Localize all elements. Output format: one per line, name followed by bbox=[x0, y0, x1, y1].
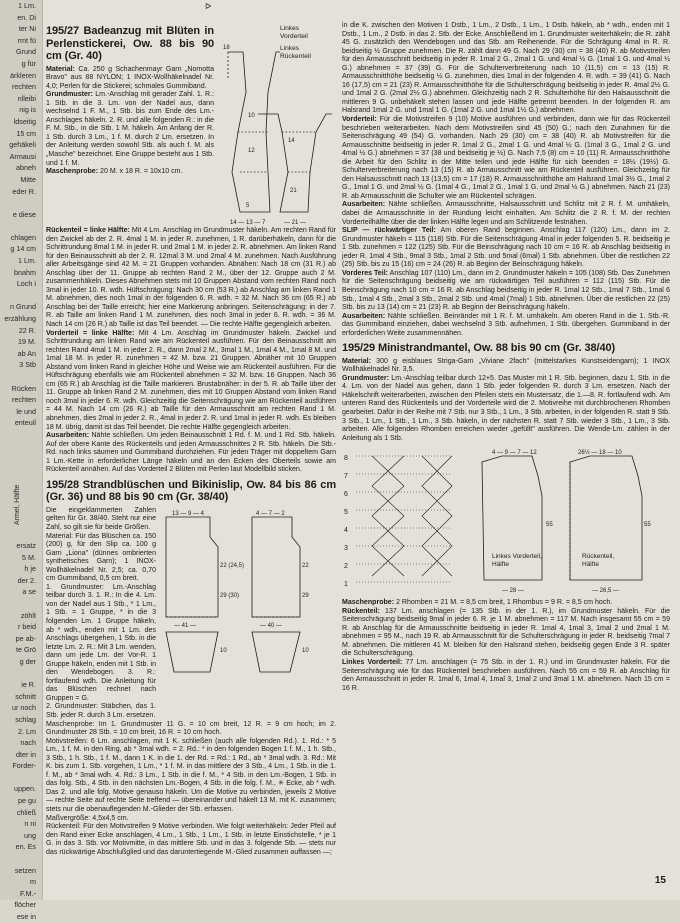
gutter-top-line: 1 Lm. bbox=[18, 256, 36, 266]
gutter-bottom-line: pe ab- bbox=[15, 633, 36, 643]
svg-text:10: 10 bbox=[220, 647, 227, 654]
gutter-top-line: Loch i bbox=[16, 279, 36, 289]
chart-row-number: 7 bbox=[344, 473, 348, 481]
gutter-top-line: 19 M. bbox=[18, 337, 36, 347]
gutter-top-line: ldseitig bbox=[13, 116, 36, 126]
adjacent-page-strip bbox=[0, 0, 43, 921]
gutter-bottom-line: nach bbox=[20, 738, 36, 748]
gutter-bottom-line: chließ bbox=[16, 807, 36, 817]
slip-back-outline bbox=[166, 632, 218, 672]
right-column bbox=[342, 22, 670, 693]
gutter-top-line: 22 R. bbox=[18, 325, 36, 335]
gutter-bottom-line: uppen. bbox=[14, 784, 36, 794]
svg-text:— 21 —: — 21 — bbox=[284, 220, 307, 226]
article-a-paragraph: Ausarbeiten: Nähte schließen. Um jeden Beinausschnitt 1 Rd. f. M. und 1 Rd. Stb. häkeln. Auf der obere Kante des Rückenteils und jeden Armausschnittes 2 R. Stb. häkeln. Die Stb.-Rd. nach links säumen und Gummiband durchziehen. Für jeden Träger mit doppeltem Garn 1 Lm.-Kette in erforderlicher Länge häkeln und an den Ecken des Oberteils sowie am Rückenteil annähen. Auf das Vorderteil 2 Blüten mit Perlen laut Modellbild sticken. bbox=[46, 432, 336, 474]
chart-row-number: 3 bbox=[344, 545, 348, 553]
gutter-bottom-line bbox=[12, 668, 39, 680]
gutter-bottom-line: der 2. bbox=[17, 575, 36, 585]
svg-text:13 — 9 — 4: 13 — 9 — 4 bbox=[172, 510, 205, 517]
coat-back-outline bbox=[570, 456, 642, 580]
adjacent-page-text-bottom bbox=[12, 540, 42, 923]
coat-diagrams bbox=[342, 446, 670, 596]
gutter-top-line: gehäkeli bbox=[9, 140, 36, 150]
gutter-top-line: 3 Stb bbox=[19, 360, 36, 370]
chart-row-number: 8 bbox=[344, 455, 348, 463]
gutter-top-line: chlagen bbox=[10, 232, 36, 242]
gutter-bottom-line: a se bbox=[22, 587, 36, 597]
gutter-bottom-line: schlag bbox=[15, 714, 36, 724]
swimsuit-pattern-svg bbox=[218, 22, 336, 227]
gutter-bottom-line: ese in bbox=[16, 912, 36, 921]
article-b-paragraph: 1. Grundmuster: Lm.-Anschlag teilbar durch 3. 1. R.: In die 4. Lm. von der Nadel aus 1 Stb., * 1 Lm., 1 Stb. = 1 Gruppe, * in die 3 folgenden Lm. 1 Gruppe häkeln, ab * wdh., enden mit 1 Lm. des Anschlags übergehen, 1 Stb. in die letzte Lm. 2. R.: Mit 3 Lm. wenden, dann um jede Lm. der Vor-R. 1 Gruppe häkeln, enden mit 1 Stb. in den Wendebogen. 3. R.: fortlaufend wdh. Die Anleitung für das Blüschen rechnet nach Gruppen = G. bbox=[46, 583, 156, 702]
gutter-top-line: ärkleren bbox=[10, 70, 36, 80]
svg-text:21: 21 bbox=[290, 188, 297, 194]
svg-text:22: 22 bbox=[302, 562, 309, 569]
vorderes-teil-paragraph: Vorderes Teil: Anschlag 107 (110) Lm., dann im 2. Grundmuster häkeln = 105 (108) Stb. Das Zunehmen für die Seitenschrägung beidseitig wie am rückwärtigen Teil ausführen = 112 (115) Stb. Für die Beinschrägung nach 10 cm = 16 R. ab Anschlag beidseitig in jeder R. 1mal 12 Stb., 1mal 7 Stb., 1mal 6 Stb., 1mal 4 Stb., 2mal 3 Stb., 2mal 2 Stb. und 4mal (7mal) 1 Stb. abnehmen. Über die restlichen 22 (25) Stb. bis zu 13 (14) cm = 21 (23) R. ab Beginn der Beinschrägung häkeln. bbox=[342, 269, 670, 312]
svg-text:29: 29 bbox=[302, 592, 309, 599]
diagram-label: Linkes Vorderteil, bbox=[492, 553, 542, 561]
article-b-paragraph: Maschenprobe: Im 1. Grundmuster 11 G. = 10 cm breit, 12 R. = 9 cm hoch; im 2. Grundmuster 28 Stb. = 10 cm breit, 16 R. = 10 cm hoch. bbox=[46, 720, 336, 737]
svg-text:— 41 —: — 41 — bbox=[174, 622, 197, 629]
svg-text:26½ — 18 — 10: 26½ — 18 — 10 bbox=[578, 450, 622, 457]
left-column bbox=[46, 22, 336, 857]
gutter-top-line: n Grund bbox=[10, 302, 36, 312]
blouse-back-outline bbox=[166, 517, 218, 617]
ausarbeiten-paragraph-2: Ausarbeiten: Nähte schließen. Beinränder mit 1 R. f. M. umhäkeln. Am oberen Rand in die 1. Stb.-R. das Gummiband einziehen, dabei wechselnd 3 Stb. aufnehmen, 1 Stb. übergehen. Gummiband in der erforderlichen Weite zusammennähen. bbox=[342, 312, 670, 337]
diagram-label: Linkes bbox=[280, 25, 300, 32]
article-a-paragraph: Maschenprobe: 20 M. x 18 R. = 10x10 cm. bbox=[46, 168, 183, 176]
chart-row-number: 5 bbox=[344, 509, 348, 517]
gutter-top-line: eder R. bbox=[12, 186, 36, 196]
chart-row-number: 4 bbox=[344, 527, 348, 535]
gutter-bottom-line: pe gu bbox=[18, 796, 36, 806]
top-mark: ᐅ bbox=[205, 2, 212, 11]
gutter-bottom-line bbox=[12, 853, 39, 865]
article-b-section bbox=[46, 507, 336, 721]
svg-text:5: 5 bbox=[246, 203, 250, 209]
gutter-bottom-line: setzen bbox=[14, 865, 36, 875]
article-b-paragraph: Die eingeklammerten Zahlen gelten für Gr. 38/40. Steht nur eine Zahl, so gilt sie für beide Größen. bbox=[46, 506, 156, 531]
swimsuit-pattern-diagram bbox=[218, 22, 336, 227]
article-a-paragraph: Vorderteil = linke Hälfte: Mit 4 Lm. Anschlag im Grundmuster häkeln. Zwickel und Schrittrundung am linken Rand wie am Rückenteil ausführen. Für den Beinausschnitt am rechten Rand 4mal 1 M. in jeder 2. R., dann 2mal 2 M., 3mal 1 M., 1mal 4 M., 1mal 8 M. und 1mal 18 M. in jeder R. zunehmen = 42 M. bzw. 21 Gruppen. Abnäher mit 10 Gruppen Abstand vom linken Rand in gleicher Höhe und Weise wie am Rückenteil ausführen. Für die Hüftschrägung ebenfalls wie am Rückenteil abnehmen = 32 M. bzw. 16 Gruppen. Nach 36 cm (65 R.) ab Anschlag ist die Taille markieren. Brustabnäher: in der 5. R. ab Taille über der 11. Gruppe ab linken Rand 2 M. zunehmen, dies mit 10 Gruppen Abstand vom linken Rand noch 3mal in jeder 6. R. wdh. Gleichzeitig die Seitenschrägung wie am Rückenteil ausführen = 44 M. Nach 14 cm (26 R.) ab Taille für den Armausschnitt am rechten Rand 1 M. abnehmen, dies 2mal in jeder 2. R., 4mal in jeder 2. R. und 1mal in jeder R. wdh. Es bleiben 18 M. übrig, damit ist das Teil beendet. Die rechte Hälfte gegengleich arbeiten. bbox=[46, 329, 336, 431]
gutter-bottom-line: F.M.- bbox=[20, 888, 36, 898]
coat-front-outline bbox=[482, 456, 542, 580]
svg-text:4 — 9 — 7 — 12: 4 — 9 — 7 — 12 bbox=[492, 450, 537, 457]
gutter-top-line: rechten bbox=[12, 82, 36, 92]
vorderteil-paragraph: Vorderteil: Für die Motivstreifen 9 (10) Motive ausführen und verbinden, dann wie für das Rückenteil beschrieben weiterarbeiten. Nach dem Motivstreifen sind 45 (50) G.; nach den Zunahmen für die Seitenschrägung 49 (54) G. vorhanden. Nach 29 (30) cm = 38 (40) R. ab Motivstreifen für die Armausschnitte beidseitig in jeder R. 1mal 2 G., 2mal 1 G. und 4mal ½ G. (1mal 3 G., 1mal 2 G. und 4mal ½ G.) abnehmen = 37 (38 und beidseitig je ½) G. Nach 7,5 (8) cm = 10 (11) R. Armausschnitthöhe die Arbeit für den Schlitz in der Mitte teilen und jede Hälfte für sich beenden = 18½ (19½) G. Schulterverbreiterung nach 13 (15) R. ab Armausschnitt wie am Rückenteil ausführen. Gleichzeitig für den Halsausschnitt nach 13 (13,5) cm = 17 (18) R. Armausschnitthöhe am Halsrand 1mal 3½ G., 1mal 2 G., 1mal 1 G. und 2mal ½ G. (1mal 4 G., 1mal 2 G., 1mal 1 G. und 2mal ½ G.) abnehmen. Nach 21 (23) R. ab Armausschnitt die Schulter wie am Rückenteil schrägen. bbox=[342, 116, 670, 200]
crochet-chart bbox=[356, 456, 452, 582]
gutter-bottom-line: te Grö bbox=[16, 645, 36, 655]
gutter-bottom-line bbox=[12, 772, 39, 784]
gutter-top-line bbox=[0, 220, 39, 232]
slip-paragraph: SLIP — rückwärtiger Teil: Am oberen Rand beginnen. Anschlag 117 (120) Lm., dann im 2. Grundmuster häkeln = 115 (118) Stb. Für die Seitenschrägung 4mal in jeder folgenden 5. R. beidseitig je 1 Stb. zunehmen = 122 (125) Stb. Für die Beinschrägung nach 10 cm = 16 R. ab Anschlag beidseitig in jeder R. 1mal 4 Stb., 9mal 3 Stb., 1mal 2 Stb. und 5mal (6mal) 1 Stb. abnehmen. Über die restlichen 22 (25) Stb. bis zu 15 (16) cm = 24 (26) R. ab Beginn der Beinschrägung häkeln. bbox=[342, 227, 671, 269]
gutter-top-line: Armausi bbox=[9, 151, 36, 161]
coat-diagram-svg bbox=[342, 446, 670, 596]
article-a-paragraph: Grundmuster: Lm.-Anschlag mit gerader Zahl. 1. R.: 1 Stb. in die 3. Lm. von der Nadel aus, dann wechselnd 1 F. M., 1 Stb. bis zum Ende des Lm.-Anschlages häkeln. 2. R. und alle folgenden R.: in die F. M. Stb., in die Stb. 1 M. häkeln. Am Anfang der R. 1 Stb. durch 3 Lm., 1 f. M. durch 2 Lm. ersetzen. In der Anleitung werden sowohl Stb. als auch f. M. als „Masche" bezeichnet. Eine Gruppe besteht aus 1 Stb. und 1 f. M. bbox=[46, 91, 214, 167]
gutter-bottom-line: h je bbox=[24, 564, 36, 574]
gutter-top-line: g für bbox=[21, 58, 36, 68]
svg-text:55: 55 bbox=[644, 522, 651, 529]
blouse-pattern-svg bbox=[160, 507, 336, 677]
gutter-top-line: bnahm bbox=[14, 267, 36, 277]
blouse-pattern-diagram bbox=[160, 507, 336, 677]
gutter-top-line: rmt fü bbox=[17, 35, 36, 45]
gutter-top-line: Rücken bbox=[11, 383, 36, 393]
article-a-header bbox=[46, 22, 336, 227]
gutter-top-line: e diese bbox=[12, 209, 36, 219]
svg-text:22 (24,5): 22 (24,5) bbox=[220, 562, 245, 569]
gutter-top-line bbox=[0, 371, 39, 383]
gutter-bottom-line: ung bbox=[24, 830, 36, 840]
chart-row-number: 2 bbox=[344, 563, 348, 571]
article-c-title: 195/29 Ministrandmantel, Ow. 88 bis 90 cm (Gr. 38/40) bbox=[342, 342, 616, 355]
coat-rueckenteil: Rückenteil: 137 Lm. anschlagen (= 135 Stb. in der 1. R.), im Grundmuster häkeln. Für die Seitenschrägung beidseitig 9mal in jeder 6. R. je 1 M. abnehmen = 117 M. Nach insgesamt 55 cm = 59 R. ab Anschlag für die Armausschnitte beidseitig in jeder R. 1mal 4, 1mal 3, 1mal 2 und 2mal 1 M. abnehmen = 95 M., nach 19 R. ab Armausschnitt für die Schulterschrägung in jeder R. beidseitig 7mal 7 M. abnehmen. Die mittleren 41 M. bleiben für den Halsrand stehen, beidseitig gegen Ende 3 R. später die Schulterschrägung. bbox=[342, 607, 670, 658]
gutter-top-line: Mitte bbox=[20, 174, 36, 184]
gutter-bottom-line: dter in bbox=[16, 749, 36, 759]
gutter-top-line: erzählung bbox=[4, 314, 36, 324]
gutter-bottom-line: ur noch bbox=[12, 703, 36, 713]
gutter-top-line: g 14 cm bbox=[10, 244, 36, 254]
gutter-bottom-line: schnitt bbox=[15, 691, 36, 701]
chart-row-number: 1 bbox=[344, 581, 348, 589]
blouse-front-outline bbox=[252, 517, 300, 617]
article-a-body-rest bbox=[46, 227, 336, 475]
svg-text:14: 14 bbox=[288, 138, 295, 144]
gutter-bottom-line: Forder- bbox=[12, 761, 36, 771]
gutter-top-line bbox=[0, 290, 39, 302]
page-number: 15 bbox=[654, 875, 666, 886]
article-b-paragraph: Motivstreifen: 6 Lm. anschlagen, mit 1 K. schließen (auch alle folgenden Rd.). 1. Rd.: * 5 Lm., 1 f. M. in den Ring, ab * 3mal wdh. = 2. Rd.: * in den folgenden Bogen 1 f. M., 1 h. Stb., 3 Stb., 1 h. Stb., 1 f. M., dann 1 K. in die 1. der Rd. = Rd.: 1 Rd., ab * 3mal wdh. 3. Rd.: Mit K. bis zum 1. Stb. vorgehen, 1 Lm., * 1 f. M. in das mittlere der 3 Stb., 4 Lm., 1 Stb. in die 1. f. M., ab * 3mal wdh. 4. Rd.: 3 Lm., 1 Stb. in die f. M., * 4 Stb. in den Lm.-Bogen, 1 Stb. in das folg. Stb., 4 Stb. in den nächsten Lm.-Bogen, 4 Stb. in die folg. f. M., ✳ Ecke, ab * wdh. Das 2. und alle folg. Motive genauso häkeln. Um die Motive zu verbinden, jeweils 2 Motive — rechte Seite auf rechte Seite treffend — übereinander und häkelt 13 M. mit K. zusammen; stets nur die obenauflegenden M.-Glieder der Stb. erfassen. bbox=[46, 737, 336, 813]
gutter-bottom-line: ie R. bbox=[21, 680, 36, 690]
article-a-paragraph: Material: Ca. 250 g Schachenmayr Garn „Nomotta Bravo" aus 88 NYLON; 1 INOX-Wollhäkelnadel Nr. 4,0; Perlen für die Stickerei; schmales Gummiband. bbox=[46, 65, 214, 90]
gutter-bottom-line: r beid bbox=[18, 622, 36, 632]
svg-text:— 26,5 —: — 26,5 — bbox=[592, 588, 620, 595]
gutter-bottom-line: ersatz bbox=[16, 541, 36, 550]
coat-maschenprobe: Maschenprobe: 2 Rhomben = 21 M. = 8,5 cm breit, 1 Rhombus = 9 R. = 8,5 cm hoch. bbox=[342, 599, 613, 607]
gutter-top-line: nlleibi bbox=[17, 93, 36, 103]
gutter-top-line: 1 Lm. bbox=[18, 1, 36, 10]
gutter-top-line: le und bbox=[16, 406, 36, 416]
coat-linkes-vorderteil: Linkes Vorderteil: 77 Lm. anschlagen (= 75 Stb. in der 1. R.) und im Grundmuster häkeln. Für die Seitenschrägung wie für das Rückenteil beschrieben ausführen. Nach 55 cm = 59 R. ab Anschlag für den Armausschnitt in jeder R. 1mal 6, 1mal 4, 1mal 3, 1mal 2 und 3mal 1 M. abnehmen. Nach 15 cm = 16 R. bbox=[342, 659, 670, 692]
article-b-paragraph: Material: Für das Blüschen ca. 150 (200) g, für den Slip ca. 100 g Garn „Liona" (dünnes ombrierten synthetisches Garn); 1 INOX-Wollhäkelnadel Nr. 2,5; ca. 0,70 cm Gummiband, 0,5 cm breit. bbox=[46, 532, 156, 583]
gutter-top-line: Grund bbox=[16, 47, 36, 57]
gutter-bottom-line: en. Es bbox=[15, 842, 36, 852]
diagram-label: Hälfte bbox=[492, 561, 509, 569]
article-b-title: 195/28 Strandblüschen und Bikinislip, Ow. 84 bis 86 cm (Gr. 36) und 88 bis 90 cm (Gr. 38/40) bbox=[46, 478, 336, 504]
ausarbeiten-paragraph-1: Ausarbeiten: Nähte schließen. Armausschnitte, Halsausschnitt und Schlitz mit 2 R. f. M. umhäkeln, dabei die Armausschnitte in der Rundung leicht einhalten. Am Schlitz die 2 R. f. M. der rechten Vorderteilhälfte über die der linken Hälfte legen und am Schlitzende festnähen. bbox=[342, 201, 670, 226]
gutter-top-line bbox=[0, 197, 39, 209]
gutter-bottom-line: flöcher bbox=[14, 900, 36, 910]
gutter-top-line: ter Ni bbox=[18, 24, 36, 34]
svg-text:— 28 —: — 28 — bbox=[502, 588, 525, 595]
gutter-top-line: 15 cm bbox=[16, 128, 36, 138]
gutter-bottom-line: 2. Lm bbox=[18, 726, 36, 736]
article-a-title: 195/27 Badeanzug mit Blüten in Perlenstickerei, Ow. 88 bis 90 cm (Gr. 40) bbox=[46, 25, 214, 62]
gutter-bottom-line: zöhlt bbox=[20, 610, 36, 620]
article-a-body-start bbox=[46, 66, 214, 177]
svg-text:10: 10 bbox=[248, 113, 255, 119]
adjacent-page-text-top bbox=[0, 0, 42, 429]
article-b-intro bbox=[46, 507, 156, 721]
article-b-body bbox=[46, 721, 336, 858]
article-b-continued: in die K. zwischen den Motiven 1 Dstb., 1 Lm., 2 Dstb., 1 Lm., 1 Dstb. häkeln, ab * wdh., enden mit 1 Dstb., 1 Lm., 2 Dstb. in das 2. Stb. der Ecke. Anschließend im 1. Grundmuster weiterhäkeln; die R. zählt 45 G. zusätzlich den Wendebogen und das Stb. am Reihenende. Für die Schrägung 4mal in R. R. beidseitig ½ Gruppe zunehmen. Die R. zählt dann 49 G. Nach 29 (30) cm = 38 (40) R. ab Motivstreifen für den Armausschnitt beidseitig in jeder R. 1mal 2 G., 2mal 1 G. und 4mal ½ G. (1mal 1 G. und 4mal ½ G.) abnehmen = 37 (39) G. Für die Schulterverbreiterung nach 10 (11,5) cm = 13 (15) R. Armausschnitthöhe beidseitig ½ G. zunehmen, dies 1mal in der folgenden 4. R. wdh. = 39 (41) G. Nach 16 (17,5) cm = 21 (23) R. Armausschnitthöhe für die Schulterschrägung beidseitig in jeder R. 4mal 2½ G. und 1mal 2 G. (2mal 2½ G.) abnehmen. Gleichzeitig nach 2 R. Schulterhöhe für den Halsausschnitt die mittleren 9 G. unbehäkelt stehen lassen und jede Hälfte getrennt beenden. In der folgenden R. am Halsrand 1mal 2 G. und 1mal 1 G. (1mal 2 G. und 1mal 1½ G.) abnehmen. bbox=[342, 22, 670, 115]
gutter-top-line: rechten bbox=[12, 395, 36, 405]
article-a-paragraph: Rückenteil = linke Hälfte: Mit 4 Lm. Anschlag im Grundmuster häkeln. Am rechten Rand für den Zwickel ab der 2. R. 4mal 1 M. in jeder R. zunehmen, 1 R. darüberhäkeln, dann für die Schrittrundung 8mal 1 M. in jeder R. und 2mal 1 M. in jeder 2. R. abnehmen. Am linken Rand für den Beinausschnitt ab der 2. R. 12mal 3 M. und 2mal 4 M. zunehmen. Nach Ausführung aller Arbeitsgänge sind 42 M. = 21 Gruppen vorhanden. Abnähen: Nach 18 cm (31 R.) ab Anschlag über der 11. Gruppe ab rechten Rand 2 M., über der 12. Gruppe auch 2 M. zusammenhäkeln. Dieses Abnehmen stets mit 10 Gruppen Abstand vom rechten Rand noch 3mal in jeder 10. R. wdh. Hüftschrägung: Nach 30 cm (53 R.) ab Anschlag am linken Rand 1 M. abnehmen, dies noch 1mal in der folgenden 6. R. wdh. = 32 M. Nach 36 cm (65 R.) ab Anschlag bei der Taille erreicht; hier eine Markierung anbringen. Seitenschrägung: in der 7. R. ab Taille am linken Rand 1 M. zunehmen, dies noch 3mal in jeder 6. R. wdh. = 36 M. Nach 14 cm (26 R.) ab Taille ist das Teil beendet. — Die rechte Hälfte gegengleich arbeiten. bbox=[46, 227, 336, 329]
gutter-top-line: abneh bbox=[16, 163, 36, 173]
coat-material: Material: 300 g eisblaues Striga-Garn „Viviane 2fach" (mittelstarkes Kunstseidengarn); 1 INOX Wollhäkelnadel Nr. 3,5. bbox=[342, 357, 670, 374]
svg-text:55: 55 bbox=[546, 522, 553, 529]
article-b-paragraph: Rückenteil: Für den Motivstreifen 9 Motive verbinden. Wie folgt weiterhäkeln: Jeder Pfeil auf den Rand einer Ecke anschlagen, 4 Lm., 1 Stb., 1 Lm., 1 Stb. in letzte Einstichstelle, * je 1 G. in das 3. Stb. vor Motivmitte, in das mittlere Stb. und in das 3. folgende Stb. — stets nur das rückwärtige Abschlußglied und das daruntertiegende M.-Glied zusammen auffassen —; bbox=[46, 823, 336, 856]
svg-text:29 (30): 29 (30) bbox=[220, 592, 240, 599]
diagram-label: Vorderteil bbox=[280, 33, 308, 40]
gutter-bottom-line: 5 M. bbox=[22, 552, 36, 562]
gutter-top-line: enteuil bbox=[14, 418, 36, 428]
svg-text:— 40 —: — 40 — bbox=[260, 622, 283, 629]
gutter-bottom-line: n ni bbox=[24, 819, 36, 829]
rueckenteil-outline bbox=[228, 52, 280, 212]
coat-grundmuster: Grundmuster: Lm.-Anschlag teilbar durch 12+5. Das Muster mit 1 R. Stb. beginnen, dazu 1. Stb. in die 4. Lm. von der Nadel aus gehen, dann 1 Stb. jeder folgenden R. durch 3 Lm. ersetzen. Nach der Häkelschrift weiterarbeiten, zwischen den Pfeilen stets ein Mustersatz, die 1.—8. R. fortlaufend wdh. Am unteren Rand des Rückenteils und der Vorderteile wird die 2. Motivreihe mit durchbrochenen Rhomben gearbeitet. Dafür in der Reihe mit 7 Stb. nur 3 Stb., 1 Lm., 3 Stb. arbeiten, in der folgenden R. statt 9 Stb. 3 Stb., 1 Lm., 1 Stb., 1 Lm., 3 Stb. häkeln, in der nächsten R. statt 7 Stb. wieder 3 Stb., 1 Lm., 3 Stb. arbeiten. Alle folgenden Rhomben erreichen wieder „gefüllt" ausführen. Die Wende-Lm. zählen in der Anleitung als 1 Stb. bbox=[342, 374, 670, 442]
adjacent-page-diagram-label: Armel, Hälfte bbox=[14, 484, 21, 525]
gutter-top-line: nig is bbox=[19, 105, 36, 115]
gutter-bottom-line: m bbox=[30, 877, 36, 887]
diagram-label: Rückenteil bbox=[280, 53, 311, 60]
gutter-bottom-line: g der bbox=[19, 656, 36, 666]
svg-text:4 — 7 — 2: 4 — 7 — 2 bbox=[256, 510, 285, 517]
article-b-paragraph: 2. Grundmuster: Stäbchen, das 1. Stb. jeder R. durch 3 Lm. ersetzen. bbox=[46, 703, 156, 719]
gutter-bottom-line bbox=[12, 598, 39, 610]
svg-text:12: 12 bbox=[248, 148, 255, 154]
chart-row-number: 6 bbox=[344, 491, 348, 499]
svg-text:18: 18 bbox=[223, 45, 230, 51]
svg-text:10: 10 bbox=[302, 647, 309, 654]
diagram-label: Rückenteil, bbox=[582, 553, 615, 561]
diagram-label: Hälfte bbox=[582, 561, 599, 569]
svg-text:14 — 13 — 7: 14 — 13 — 7 bbox=[230, 220, 266, 226]
diagram-label: Linkes bbox=[280, 45, 300, 52]
gutter-top-line: en. Di bbox=[17, 12, 36, 22]
slip-front-outline bbox=[252, 632, 300, 672]
article-b-paragraph: Maßvergröße: 4,5x4,5 cm. bbox=[46, 814, 129, 822]
gutter-top-line: ab An bbox=[17, 348, 36, 358]
